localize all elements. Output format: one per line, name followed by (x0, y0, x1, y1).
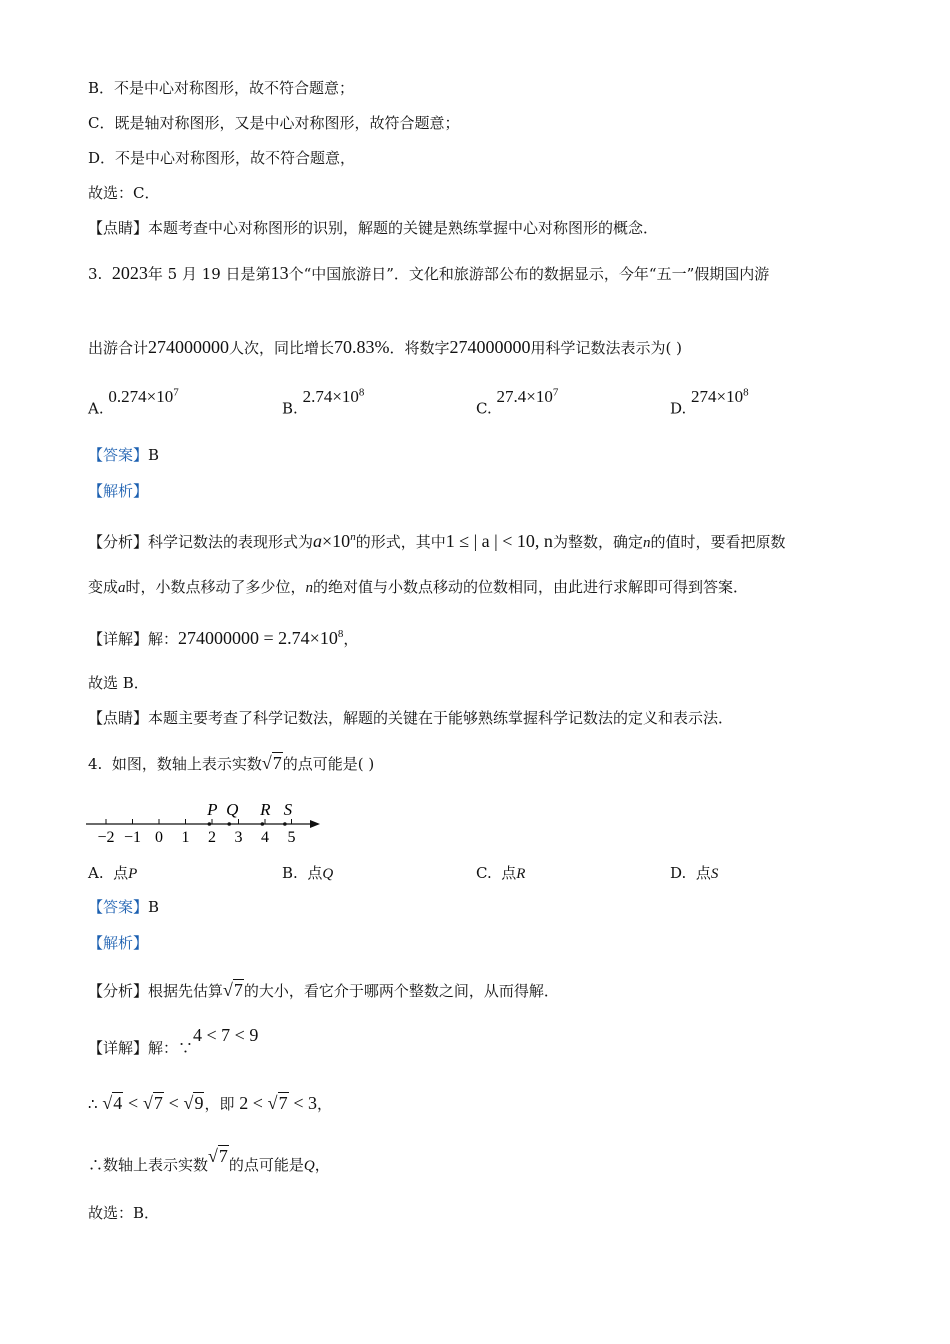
q3-year: 2023 (111, 263, 148, 283)
fenxi-text: 的大小，看它介于哪两个整数之间，从而得解． (243, 982, 559, 1000)
q3-option-d[interactable] (670, 386, 749, 419)
q3-xiangjie (88, 624, 358, 649)
q4-stem (88, 753, 374, 774)
q3-text: 出游合计 (88, 339, 149, 357)
sqrt-7: √7 (208, 1146, 228, 1166)
q3-text: 用科学记数法表示为( ) (530, 339, 683, 357)
q4-option-b[interactable]: B. 点Q (282, 864, 334, 882)
fenxi-text: 根据先估算 (148, 982, 224, 1000)
q4-option-d[interactable]: D. 点S (670, 864, 719, 882)
q3-number: 3. (88, 265, 103, 283)
fenxi-text: 时，小数点移动了多少位， (125, 578, 306, 596)
fenxi-form: $a\times 10^n$ (313, 531, 356, 551)
answer-value: B (148, 898, 160, 916)
axis-point-r (261, 822, 265, 826)
solution-b: B．不是中心对称图形，故不符合题意； (88, 79, 355, 97)
sqrt-7: √7 (142, 1093, 163, 1113)
q4-answer (88, 897, 159, 917)
q3-num1: 274000000 (148, 337, 230, 357)
option-letter: B. (282, 399, 298, 418)
xiangjie-eq: $274000000 = 2.74\times 10^8$ (178, 628, 344, 648)
answer-tag: 【答案】 (88, 446, 149, 464)
lt: < (168, 1093, 179, 1113)
solution-d: D．不是中心对称图形，故不符合题意， (88, 149, 356, 167)
xiangjie-ineq: 4 < 7 < 9 (193, 1025, 259, 1045)
q4-option-a[interactable]: A. 点P (88, 864, 138, 882)
fenxi-text: 变成 (88, 578, 119, 596)
axis-point-label: S (283, 800, 293, 819)
q3-text: 个“中国旅游日”．文化和旅游部公布的数据显示，今年“五一”假期国内游 (288, 265, 770, 283)
q3-choice: 故选 B． (88, 674, 149, 692)
number-line (84, 792, 334, 852)
q3-option-b[interactable] (282, 386, 365, 419)
point-q: Q (303, 1158, 315, 1174)
axis-point-q (227, 822, 231, 826)
q4-conclusion (88, 1146, 330, 1176)
sqrt-4: √4 (102, 1093, 123, 1113)
fenxi-tag: 【分析】 (88, 982, 149, 1000)
q3-option-a[interactable] (88, 386, 179, 419)
q4-text: 的点可能是( ) (282, 755, 375, 773)
fenxi-n: n (642, 535, 651, 551)
xiangjie-text: ， (343, 630, 359, 648)
axis-tick-label: 2 (208, 829, 216, 846)
q4-number: 4. (88, 755, 103, 773)
q4-fenxi (88, 980, 559, 1001)
q4-xiangjie (88, 1025, 259, 1058)
axis-tick-label: −1 (123, 829, 142, 846)
option-value: $274\times 10^8$ (691, 386, 749, 406)
q2-choice: 故选：C． (88, 184, 160, 202)
xiangjie-tag: 【详解】 (88, 630, 149, 648)
xiangjie-text: 解： (148, 630, 179, 648)
q3-text: 年 5 月 19 日是第 (147, 265, 271, 283)
axis-point-p (208, 822, 212, 826)
conclusion-text: 的点可能是 (228, 1156, 304, 1174)
axis-point-label: Q (226, 800, 239, 819)
axis-tick-label: 4 (261, 829, 269, 846)
option-value: $27.4\times 10^7$ (496, 386, 559, 406)
fenxi-a: a (118, 580, 126, 596)
q3-stem-line2 (88, 337, 682, 358)
q3-stem-line1 (88, 263, 769, 284)
note-text: 本题主要考查了科学记数法，解题的关键在于能够熟练掌握科学记数法的定义和表示法． (148, 709, 734, 727)
solution-c: C．既是轴对称图形，又是中心对称图形，故符合题意； (88, 114, 460, 132)
fenxi-tag: 【分析】 (88, 533, 149, 551)
q4-analysis-tag: 【解析】 (88, 934, 149, 952)
comma: ， (317, 1095, 333, 1113)
lt-three: < 3 (293, 1093, 317, 1113)
q2-note (88, 218, 658, 238)
note-text: 本题考查中心对称图形的识别，解题的关键是熟练掌握中心对称图形的概念． (148, 219, 659, 237)
axis-point-label: P (207, 800, 218, 819)
two-lt: 2 < (239, 1093, 263, 1113)
xiangjie-text: 解：∵ (148, 1039, 194, 1057)
q3-answer (88, 445, 159, 465)
conclusion-text: ∴数轴上表示实数 (88, 1156, 209, 1174)
axis-tick-label: 1 (181, 829, 190, 846)
fenxi-text: 的形式，其中 (355, 533, 446, 551)
option-letter: A. (88, 399, 104, 418)
axis-point-label: R (260, 800, 271, 819)
sqrt-7: √7 (267, 1093, 288, 1113)
axis-tick-label: 0 (155, 829, 163, 846)
axis-tick-label: −2 (97, 829, 115, 846)
q4-derivation (88, 1093, 332, 1114)
q3-option-c[interactable] (476, 386, 559, 419)
note-tag: 【点睛】 (88, 709, 149, 727)
q4-option-c[interactable]: C. 点R (476, 864, 526, 882)
xiangjie-tag: 【详解】 (88, 1039, 149, 1057)
option-value: $2.74\times 10^8$ (302, 386, 365, 406)
q3-text: 人次，同比增长 (229, 339, 335, 357)
q3-fenxi-line2 (88, 577, 748, 598)
sqrt-9: √9 (183, 1093, 204, 1113)
fenxi-text: 的绝对值与小数点移动的位数相同，由此进行求解即可得到答案． (313, 578, 749, 596)
fenxi-text: 科学记数法的表现形式为 (148, 533, 314, 551)
option-value: $0.274\times 10^7$ (108, 386, 179, 406)
axis-point-s (283, 822, 287, 826)
fenxi-condition: 1 ≤ | a | < 10, n (445, 531, 553, 551)
q4-text: 如图，数轴上表示实数 (111, 755, 262, 773)
q3-text: ．将数字 (389, 339, 450, 357)
q3-note (88, 708, 733, 728)
fenxi-text: 为整数，确定 (552, 533, 643, 551)
q4-choice: 故选：B． (88, 1204, 160, 1222)
axis-arrow-icon (310, 820, 320, 828)
fenxi-n: n (305, 580, 314, 596)
q3-13: 13 (270, 263, 289, 283)
axis-tick-label: 3 (234, 829, 243, 846)
note-tag: 【点睛】 (88, 219, 149, 237)
answer-tag: 【答案】 (88, 898, 149, 916)
q3-analysis-tag: 【解析】 (88, 482, 149, 500)
ji-text: ，即 (204, 1095, 235, 1113)
q3-pct: 70.83% (334, 337, 390, 357)
fenxi-text: 的值时，要看把原数 (650, 533, 786, 551)
lt: < (128, 1093, 139, 1113)
q3-fenxi-line1 (88, 527, 785, 553)
answer-value: B (148, 446, 160, 464)
axis-tick-label: 5 (287, 829, 296, 846)
sqrt-7: √7 (261, 753, 282, 773)
option-letter: C. (476, 399, 492, 418)
therefore-symbol: ∴ (88, 1095, 98, 1113)
comma: ， (314, 1156, 330, 1174)
sqrt-7: √7 (223, 980, 243, 1000)
option-letter: D. (670, 399, 687, 418)
q3-num2: 274000000 (449, 337, 531, 357)
